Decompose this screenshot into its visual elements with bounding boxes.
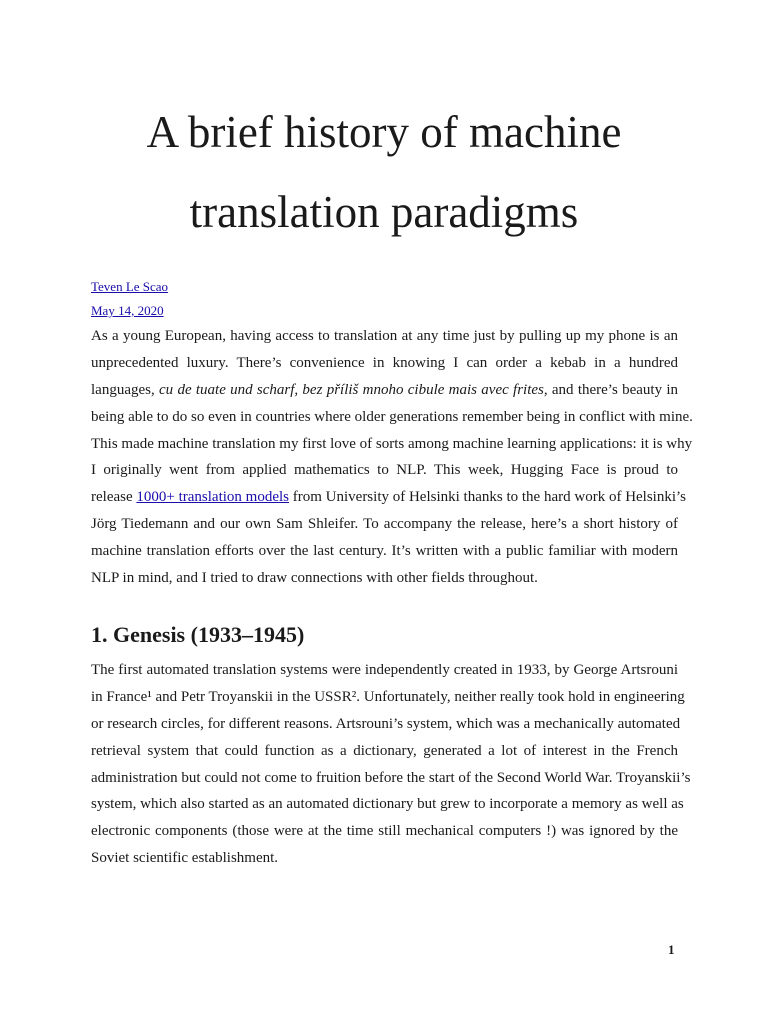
text-line: The first automated translation systems were independently created in 1933, by George Artsrouni [91, 662, 678, 678]
text-line: retrieval system that could function as a dictionary, generated a lot of interest in the French [91, 742, 678, 759]
title-line-1: A brief history of machine [146, 107, 622, 157]
text-line: unprecedented luxury. There’s convenience in knowing I can order a kebab in a hundred [91, 354, 678, 371]
text-line: As a young European, having access to translation at any time just by pulling up my phone is an [91, 328, 678, 344]
text-fragment: , and there’s beauty in [543, 381, 679, 398]
document-title [60, 92, 708, 252]
text-line: Jörg Tiedemann and our own Sam Shleifer. To accompany the release, here’s a short history of [91, 516, 678, 533]
text-line: administration but could not come to fruition before the start of the Second World War. Troyanskii’s [91, 769, 691, 786]
text-line [91, 377, 678, 404]
italic-example-phrase: cu de tuate und scharf, bez příliš mnoho cibule mais avec frites [159, 381, 544, 398]
section-heading-genesis: 1. Genesis (1933–1945) [91, 622, 305, 647]
author-byline [91, 279, 168, 295]
page-number: 1 [668, 942, 675, 957]
text-fragment: release [91, 489, 137, 506]
title-line-2: translation paradigms [189, 187, 579, 237]
text-line: Soviet scientific establishment. [91, 850, 279, 867]
text-line: or research circles, for different reasons. Artsrouni’s system, which was a mechanically automated [91, 715, 681, 732]
author-link[interactable]: Teven Le Scao [91, 279, 169, 294]
text-line: NLP in mind, and I tried to draw connections with other fields throughout. [91, 570, 538, 587]
translation-models-link[interactable]: 1000+ translation models [136, 489, 289, 506]
text-fragment: languages, [91, 381, 160, 398]
genesis-paragraph [91, 657, 691, 872]
date-link[interactable]: May 14, 2020 [91, 303, 164, 318]
publish-date [91, 303, 164, 319]
text-line: machine translation efforts over the last century. It’s written with a public familiar with modern [91, 543, 678, 560]
text-line: system, which also started as an automated dictionary but grew to incorporate a memory as well as [91, 796, 684, 813]
text-line: in France¹ and Petr Troyanskii in the USSR². Unfortunately, neither really took hold in engineering [91, 688, 685, 705]
text-fragment: from University of Helsinki thanks to the hard work of Helsinki’s [289, 489, 687, 506]
text-line: I originally went from applied mathematics to NLP. This week, Hugging Face is proud to [91, 462, 678, 479]
text-line [91, 484, 687, 511]
intro-paragraph [91, 323, 693, 592]
text-line: This made machine translation my first love of sorts among machine learning applications: it is why [91, 435, 693, 452]
text-line: being able to do so even in countries where older generations remember being in conflict with mine. [91, 408, 693, 425]
text-line: electronic components (those were at the time still mechanical computers !) was ignored by the [91, 823, 678, 840]
